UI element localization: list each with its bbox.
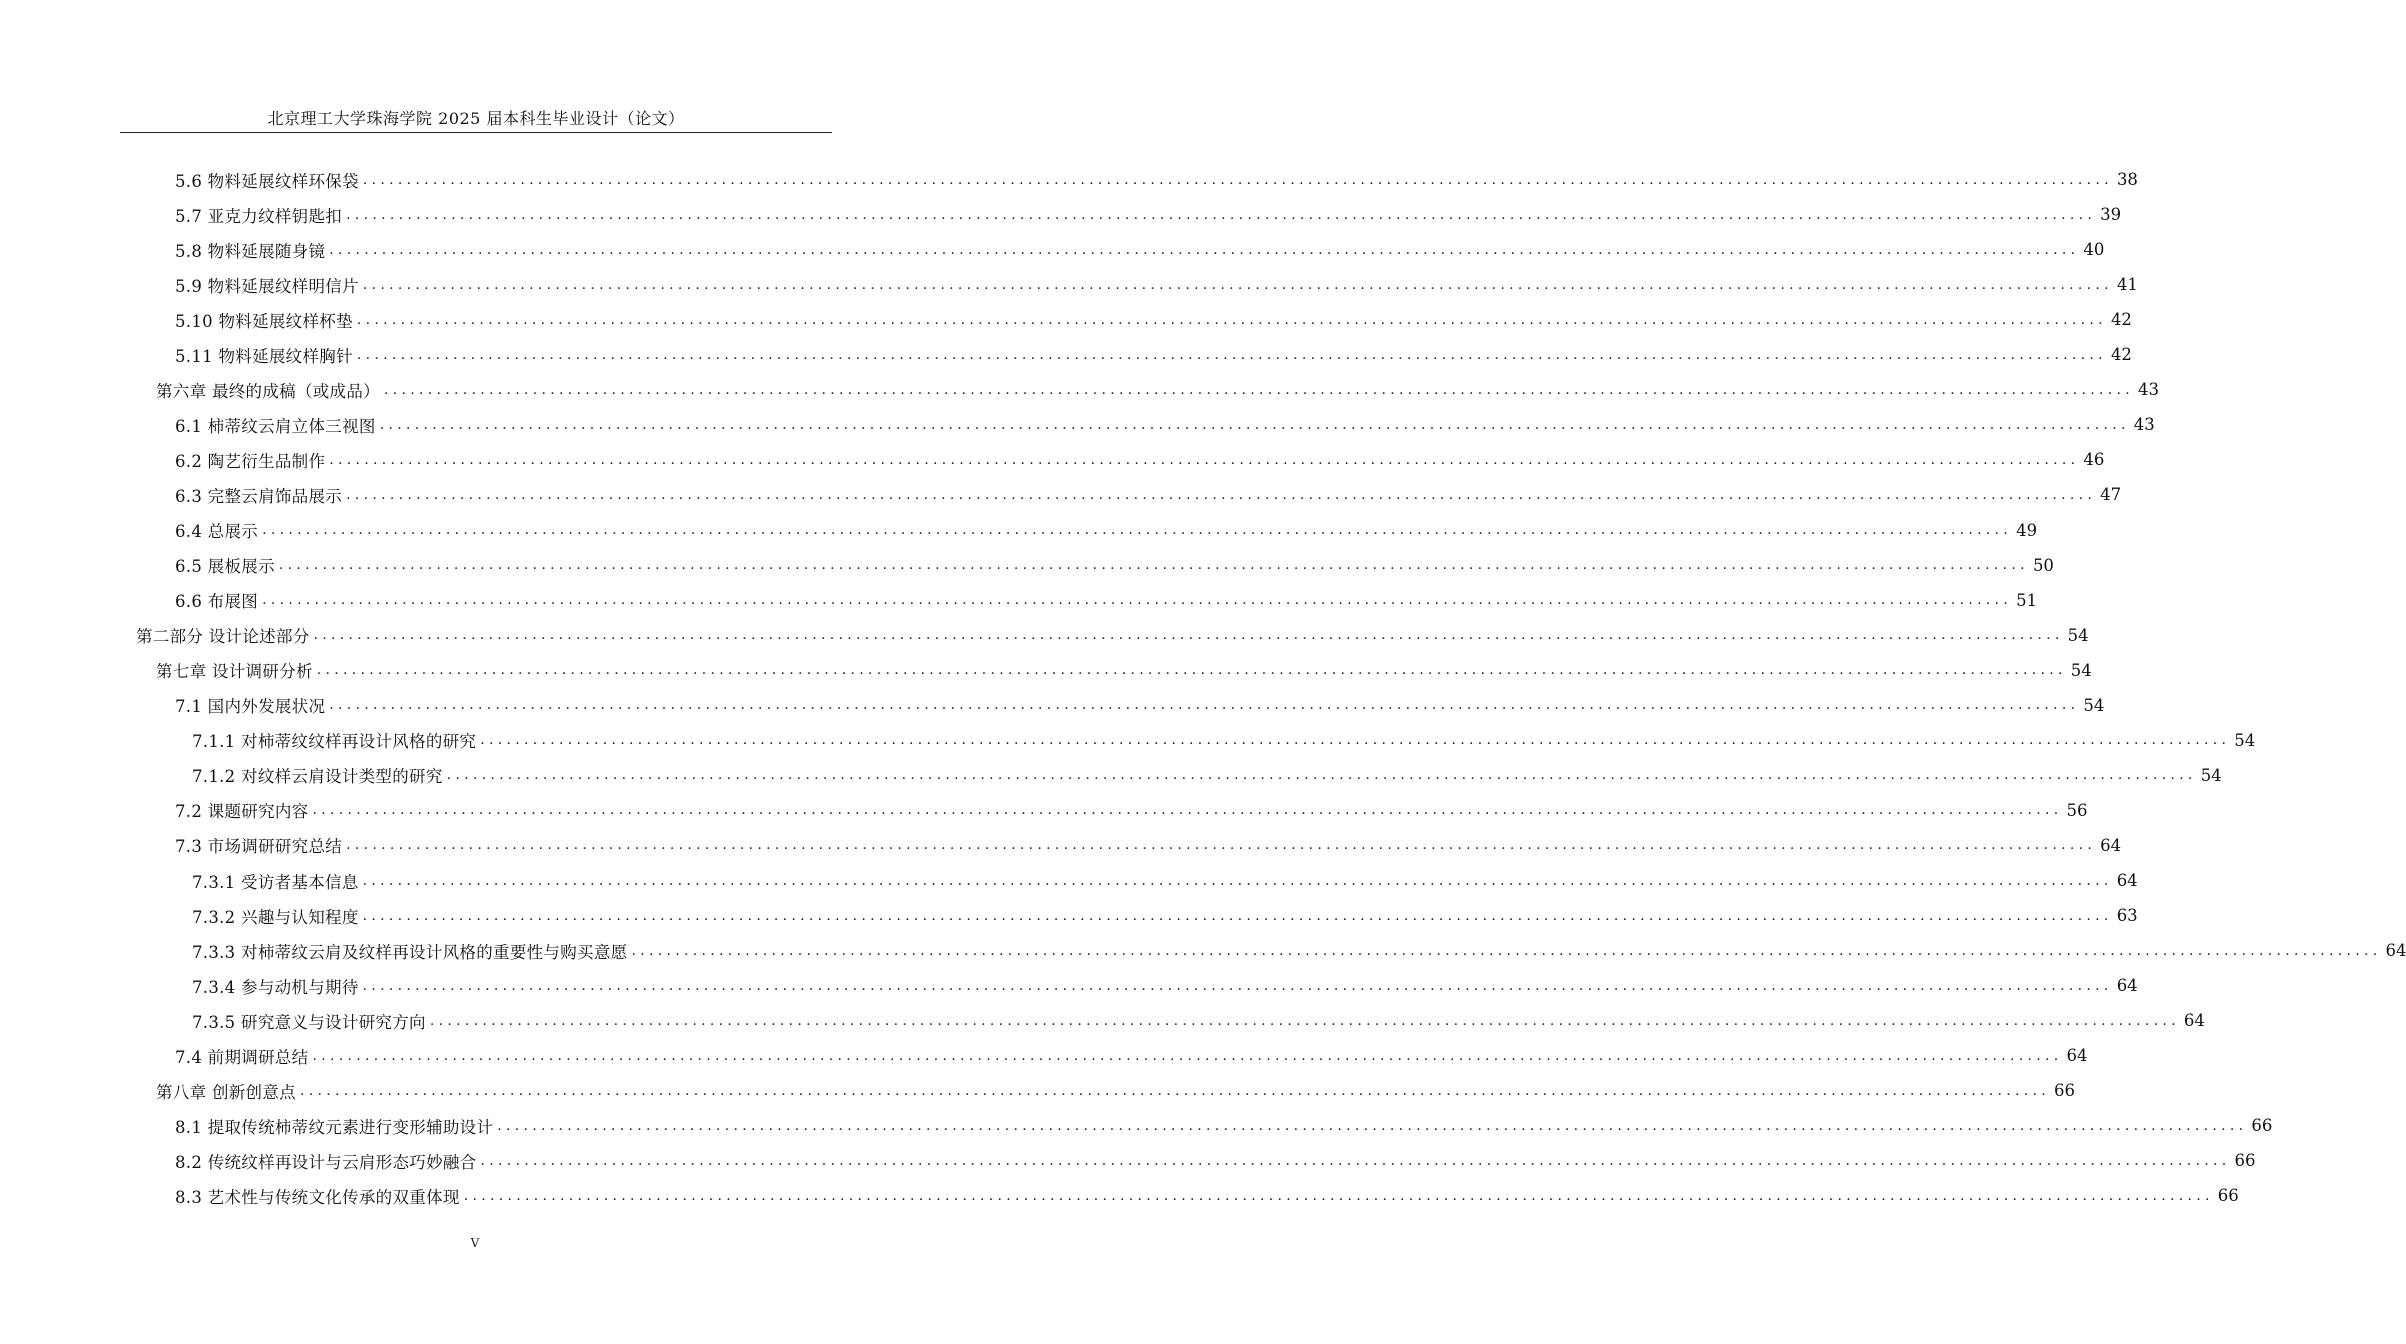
toc-entry-page: 66	[2251, 1116, 2273, 1136]
toc-entry[interactable]	[192, 758, 2222, 793]
toc-entry-page: 64	[2385, 941, 2406, 961]
toc-entry[interactable]	[175, 407, 2155, 442]
toc-entry-title: 7.2 课题研究内容	[175, 802, 309, 822]
toc-entry-page: 64	[2116, 871, 2138, 890]
toc-entry[interactable]	[175, 548, 2054, 583]
toc-entry-title: 8.3 艺术性与传统文化传承的双重体现	[175, 1187, 460, 1207]
toc-entry-page: 66	[2054, 1081, 2075, 1101]
toc-entry-title: 6.4 总展示	[175, 522, 259, 541]
toc-entry-page: 66	[2234, 1151, 2256, 1171]
toc-entry-page: 47	[2100, 485, 2122, 505]
toc-entry-page: 42	[2110, 345, 2132, 365]
toc-dot-leader: ........................................................................................................................................................................................................	[346, 837, 2097, 854]
toc-entry-page: 49	[2016, 520, 2038, 540]
page-number: V	[470, 1236, 480, 1250]
toc-entry-page: 40	[2083, 240, 2105, 260]
toc-dot-leader: ........................................................................................................................................................................................................	[312, 802, 2063, 819]
toc-entry-title: 6.6 布展图	[175, 592, 259, 612]
toc-entry[interactable]	[192, 863, 2138, 898]
toc-dot-leader: ........................................................................................................................................................................................................	[262, 592, 2013, 609]
toc-entry[interactable]	[175, 1143, 2256, 1178]
toc-entry-title: 7.1.1 对柿蒂纹纹样再设计风格的研究	[192, 732, 477, 752]
toc-entry[interactable]	[192, 1003, 2205, 1038]
toc-dot-leader: ........................................................................................................................................................................................................	[346, 206, 2097, 223]
toc-dot-leader: ........................................................................................................................................................................................................	[480, 732, 2231, 749]
toc-entry[interactable]	[175, 828, 2122, 863]
toc-dot-leader: ........................................................................................................................................................................................................	[362, 907, 2113, 924]
toc-dot-leader: ........................................................................................................................................................................................................	[346, 486, 2097, 503]
toc-entry-title: 5.10 物料延展纹样杯垫	[175, 311, 353, 331]
toc-dot-leader: ........................................................................................................................................................................................................	[329, 697, 2080, 714]
toc-dot-leader: ........................................................................................................................................................................................................	[362, 977, 2113, 994]
toc-entry-title: 6.5 展板展示	[175, 557, 275, 577]
toc-entry-page: 63	[2116, 906, 2138, 926]
toc-entry-title: 5.6 物料延展纹样环保袋	[175, 171, 359, 191]
toc-entry-title: 第六章 最终的成稿（或成品）	[156, 381, 380, 401]
toc-entry-title: 第八章 创新创意点	[156, 1082, 296, 1102]
toc-dot-leader: ........................................................................................................................................................................................................	[429, 1012, 2180, 1029]
toc-entry-page: 39	[2100, 205, 2122, 225]
toc-entry[interactable]	[136, 618, 2089, 653]
toc-dot-leader: ........................................................................................................................................................................................................	[362, 872, 2113, 889]
toc-entry-title: 7.3 市场调研研究总结	[175, 837, 343, 857]
toc-dot-leader: ........................................................................................................................................................................................................	[362, 276, 2113, 293]
toc-dot-leader: ........................................................................................................................................................................................................	[446, 767, 2197, 784]
toc-dot-leader: ........................................................................................................................................................................................................	[497, 1117, 2248, 1134]
toc-entry-page: 50	[2032, 555, 2054, 575]
toc-entry-page: 43	[2138, 380, 2159, 400]
toc-entry-title: 7.3.1 受访者基本信息	[192, 872, 359, 892]
toc-entry-title: 7.4 前期调研总结	[175, 1047, 309, 1067]
toc-entry[interactable]	[192, 933, 2406, 968]
toc-entry-title: 8.1 提取传统柿蒂纹元素进行变形辅助设计	[175, 1117, 494, 1137]
page-footer	[0, 1236, 950, 1250]
toc-entry-page: 41	[2116, 275, 2138, 295]
toc-dot-leader: ........................................................................................................................................................................................................	[329, 241, 2080, 258]
toc-entry-title: 6.1 柿蒂纹云肩立体三视图	[175, 416, 376, 436]
toc-entry-title: 7.1 国内外发展状况	[175, 697, 326, 717]
toc-entry[interactable]	[175, 302, 2132, 337]
toc-entry-title: 8.2 传统纹样再设计与云肩形态巧妙融合	[175, 1152, 477, 1172]
toc-entry-title: 第二部分 设计论述部分	[136, 627, 310, 647]
toc-dot-leader: ........................................................................................................................................................................................................	[356, 346, 2107, 363]
toc-entry[interactable]	[175, 442, 2105, 477]
toc-dot-leader: ........................................................................................................................................................................................................	[480, 1152, 2231, 1169]
toc-entry-page: 46	[2083, 450, 2105, 470]
toc-entry[interactable]	[175, 337, 2132, 372]
toc-entry-title: 5.11 物料延展纹样胸针	[175, 346, 353, 366]
toc-dot-leader: ........................................................................................................................................................................................................	[362, 171, 2113, 188]
toc-entry[interactable]	[175, 1038, 2088, 1073]
toc-entry-page: 64	[2116, 976, 2138, 996]
toc-entry-page: 64	[2183, 1011, 2205, 1031]
toc-dot-leader: ........................................................................................................................................................................................................	[463, 1187, 2214, 1204]
toc-entry-page: 54	[2070, 660, 2092, 680]
toc-entry[interactable]	[175, 1178, 2239, 1213]
toc-entry-title: 7.3.2 兴趣与认知程度	[192, 907, 359, 927]
toc-dot-leader: ........................................................................................................................................................................................................	[278, 557, 2029, 574]
toc-dot-leader: ........................................................................................................................................................................................................	[631, 942, 2382, 959]
toc-dot-leader: ........................................................................................................................................................................................................	[262, 522, 2013, 538]
toc-entry-page: 42	[2110, 310, 2132, 330]
toc-entry[interactable]	[175, 162, 2138, 197]
toc-entry[interactable]	[175, 513, 2038, 548]
toc-entry[interactable]	[156, 1073, 2075, 1108]
header-title: 北京理工大学珠海学院 2025 届本科生毕业设计（论文）	[267, 109, 685, 128]
toc-entry-title: 7.1.2 对纹样云肩设计类型的研究	[192, 767, 443, 787]
toc-dot-leader: ........................................................................................................................................................................................................	[316, 662, 2067, 679]
toc-entry-page: 43	[2133, 415, 2155, 435]
toc-entry-page: 54	[2200, 765, 2222, 785]
toc-dot-leader: ........................................................................................................................................................................................................	[329, 451, 2080, 468]
toc-entry[interactable]	[175, 1108, 2273, 1143]
toc-entry[interactable]	[175, 583, 2038, 618]
toc-entry[interactable]	[156, 653, 2092, 688]
toc-entry[interactable]	[175, 197, 2122, 232]
toc-entry-page: 38	[2116, 170, 2138, 189]
toc-entry-page: 54	[2234, 730, 2256, 750]
toc-entry-page: 64	[2100, 835, 2122, 855]
toc-entry-title: 5.9 物料延展纹样明信片	[175, 276, 359, 296]
toc-entry[interactable]	[156, 372, 2159, 407]
toc-entry-title: 7.3.5 研究意义与设计研究方向	[192, 1012, 426, 1032]
toc-entry-page: 54	[2067, 625, 2089, 645]
toc-dot-leader: ........................................................................................................................................................................................................	[383, 381, 2134, 398]
toc-entry-title: 第七章 设计调研分析	[156, 662, 313, 682]
toc-dot-leader: ........................................................................................................................................................................................................	[299, 1082, 2050, 1099]
toc-entry-title: 7.3.3 对柿蒂纹云肩及纹样再设计风格的重要性与购买意愿	[192, 942, 628, 962]
toc-entry[interactable]	[175, 232, 2105, 267]
toc-entry[interactable]	[175, 267, 2138, 302]
toc-entry-title: 5.8 物料延展随身镜	[175, 241, 326, 261]
toc-entry[interactable]	[175, 793, 2088, 828]
toc-dot-leader: ........................................................................................................................................................................................................	[313, 627, 2064, 644]
toc-entry-title: 6.2 陶艺衍生品制作	[175, 451, 326, 471]
toc-entry[interactable]	[192, 723, 2256, 758]
toc-dot-leader: ........................................................................................................................................................................................................	[356, 311, 2107, 328]
toc-dot-leader: ........................................................................................................................................................................................................	[312, 1047, 2063, 1064]
toc-entry[interactable]	[175, 688, 2105, 723]
page-header	[120, 106, 832, 133]
toc-entry[interactable]	[192, 968, 2138, 1003]
toc-entry-page: 54	[2083, 695, 2105, 715]
toc-entry-page: 51	[2016, 590, 2038, 610]
toc-entry-page: 66	[2217, 1186, 2239, 1206]
toc-dot-leader: ........................................................................................................................................................................................................	[379, 416, 2130, 433]
toc-entry-page: 56	[2066, 800, 2088, 820]
toc-entry-title: 6.3 完整云肩饰品展示	[175, 486, 343, 506]
toc-entry[interactable]	[192, 898, 2138, 933]
toc-entry-page: 64	[2066, 1046, 2088, 1066]
toc-entry-title: 5.7 亚克力纹样钥匙扣	[175, 206, 343, 226]
toc-entry-title: 7.3.4 参与动机与期待	[192, 977, 359, 997]
toc-entry[interactable]	[175, 477, 2122, 512]
